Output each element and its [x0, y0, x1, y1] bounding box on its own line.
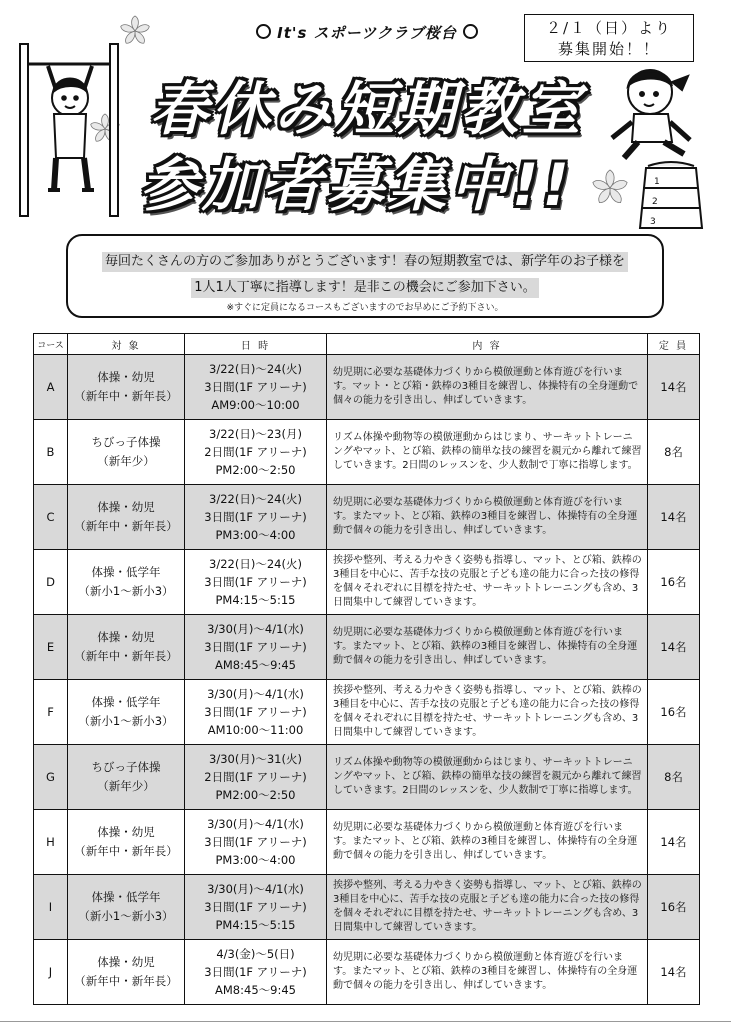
registration-start-box: [524, 14, 694, 62]
venue: 3日間(1F アリーナ): [204, 900, 307, 914]
date-range: 3/30(月)～4/1(水): [207, 622, 304, 636]
date-range: 3/30(月)～4/1(水): [207, 687, 304, 701]
content-cell: 幼児期に必要な基礎体力づくりから模倣運動と体育遊びを行います。マット・とび箱・鉄棒の3種目を練習し、体操特有の全身運動で個々の能力を引き出し、伸ばしていきます。: [327, 355, 648, 420]
venue: 3日間(1F アリーナ): [204, 705, 307, 719]
venue: 3日間(1F アリーナ): [204, 575, 307, 589]
target-cell: [68, 615, 185, 680]
datetime-cell: [185, 680, 327, 745]
circle-icon: [256, 24, 271, 39]
course-table: [33, 333, 700, 1005]
child-on-bar-illustration: [14, 40, 122, 220]
vault-box-number: 1: [654, 177, 660, 187]
target-class: 体操・幼児: [97, 370, 155, 384]
course-code: I: [34, 875, 68, 940]
header-capacity: 定 員: [648, 334, 700, 355]
capacity-cell: 14名: [648, 615, 700, 680]
page-subtitle: 参加者募集中!!: [140, 151, 573, 219]
target-cell: [68, 940, 185, 1005]
club-name-text: It's スポーツクラブ桜台: [277, 24, 457, 42]
course-code: A: [34, 355, 68, 420]
venue: 3日間(1F アリーナ): [204, 510, 307, 524]
capacity-cell: 8名: [648, 420, 700, 485]
target-grade: （新小1～新小3）: [78, 714, 174, 728]
venue: 3日間(1F アリーナ): [204, 835, 307, 849]
time: PM2:00～2:50: [215, 788, 296, 802]
table-row: [34, 615, 700, 680]
target-class: ちびっ子体操: [91, 760, 161, 774]
page-divider: [0, 1021, 731, 1022]
target-class: ちびっ子体操: [91, 435, 161, 449]
target-grade: （新小1～新小3）: [78, 584, 174, 598]
date-range: 3/22(日)～23(月): [209, 427, 302, 441]
target-cell: [68, 745, 185, 810]
content-cell: リズム体操や動物等の模倣運動からはじまり、サーキットトレーニングやマット、とび箱、鉄棒の簡単な技の練習を親元から離れて練習していきます。2日間のレッスンを、少人数制で丁寧に指導します。: [327, 420, 648, 485]
intro-line-1: 毎回たくさんの方のご参加ありがとうございます！春の短期教室では、新学年のお子様を: [102, 252, 628, 272]
target-class: 体操・低学年: [91, 890, 161, 904]
date-range: 3/22(日)～24(火): [209, 362, 302, 376]
capacity-cell: 14名: [648, 940, 700, 1005]
target-class: 体操・低学年: [91, 565, 161, 579]
datetime-cell: [185, 420, 327, 485]
datetime-cell: [185, 940, 327, 1005]
target-grade: （新小1～新小3）: [78, 909, 174, 923]
target-class: 体操・幼児: [97, 630, 155, 644]
time: PM3:00～4:00: [215, 528, 296, 542]
venue: 3日間(1F アリーナ): [204, 640, 307, 654]
club-name: [222, 22, 512, 44]
date-range: 3/30(月)～31(火): [209, 752, 302, 766]
circle-icon: [463, 24, 478, 39]
target-cell: [68, 355, 185, 420]
content-cell: 挨拶や整列、考える力やきく姿勢も指導し、マット、とび箱、鉄棒の3種目を中心に、苦手な技の克服と子ども達の能力に合った技の修得を個々それぞれに目標を持たせ、サーキットトレーニングも含め、3日間集中して練習していきます。: [327, 875, 648, 940]
time: AM8:45～9:45: [215, 983, 296, 997]
header-target: 対 象: [68, 334, 185, 355]
time: AM10:00～11:00: [207, 723, 304, 737]
datetime-cell: [185, 615, 327, 680]
start-date: ２/１（日）より: [545, 19, 673, 37]
target-cell: [68, 550, 185, 615]
course-code: E: [34, 615, 68, 680]
target-cell: [68, 810, 185, 875]
target-cell: [68, 420, 185, 485]
time: PM4:15～5:15: [215, 593, 296, 607]
venue: 2日間(1F アリーナ): [204, 770, 307, 784]
capacity-cell: 14名: [648, 355, 700, 420]
content-cell: 挨拶や整列、考える力やきく姿勢も指導し、マット、とび箱、鉄棒の3種目を中心に、苦手な技の克服と子ども達の能力に合った技の修得を個々それぞれに目標を持たせ、サーキットトレーニングも含め、3日間集中して練習していきます。: [327, 550, 648, 615]
date-range: 3/30(月)～4/1(水): [207, 882, 304, 896]
content-cell: 幼児期に必要な基礎体力づくりから模倣運動と体育遊びを行います。またマット、とび箱、鉄棒の3種目を練習し、体操特有の全身運動で個々の能力を引き出し、伸ばしていきます。: [327, 485, 648, 550]
capacity-cell: 14名: [648, 810, 700, 875]
time: PM4:15～5:15: [215, 918, 296, 932]
capacity-cell: 16名: [648, 550, 700, 615]
intro-line-2: 1人1人丁寧に指導します！是非この機会にご参加下さい。: [191, 278, 539, 298]
header-content: 内 容: [327, 334, 648, 355]
content-cell: 幼児期に必要な基礎体力づくりから模倣運動と体育遊びを行います。またマット、とび箱、鉄棒の3種目を練習し、体操特有の全身運動で個々の能力を引き出し、伸ばしていきます。: [327, 615, 648, 680]
target-grade: （新年少）: [97, 454, 155, 468]
table-row: [34, 485, 700, 550]
sakura-icon: [118, 14, 152, 48]
vault-box-number: 2: [652, 197, 658, 207]
table-row: [34, 875, 700, 940]
datetime-cell: [185, 485, 327, 550]
target-cell: [68, 485, 185, 550]
target-grade: （新年中・新年長）: [74, 649, 178, 663]
course-code: H: [34, 810, 68, 875]
table-row: [34, 680, 700, 745]
datetime-cell: [185, 810, 327, 875]
course-code: C: [34, 485, 68, 550]
target-grade: （新年中・新年長）: [74, 844, 178, 858]
venue: 3日間(1F アリーナ): [204, 965, 307, 979]
course-code: B: [34, 420, 68, 485]
target-class: 体操・幼児: [97, 955, 155, 969]
date-range: 3/22(日)～24(火): [209, 557, 302, 571]
page-title: 春休み短期教室: [150, 75, 585, 143]
header-datetime: 日 時: [185, 334, 327, 355]
target-grade: （新年中・新年長）: [74, 389, 178, 403]
target-grade: （新年中・新年長）: [74, 519, 178, 533]
target-class: 体操・低学年: [91, 695, 161, 709]
intro-note: ※すぐに定員になるコースもございますのでお早めにご予約下さい。: [226, 303, 504, 313]
content-cell: 幼児期に必要な基礎体力づくりから模倣運動と体育遊びを行います。またマット、とび箱、鉄棒の3種目を練習し、体操特有の全身運動で個々の能力を引き出し、伸ばしていきます。: [327, 810, 648, 875]
datetime-cell: [185, 745, 327, 810]
time: PM2:00～2:50: [215, 463, 296, 477]
date-range: 3/30(月)～4/1(水): [207, 817, 304, 831]
table-row: [34, 355, 700, 420]
content-cell: 挨拶や整列、考える力やきく姿勢も指導し、マット、とび箱、鉄棒の3種目を中心に、苦手な技の克服と子ども達の能力に合った技の修得を個々それぞれに目標を持たせ、サーキットトレーニングも含め、3日間集中して練習していきます。: [327, 680, 648, 745]
table-row: [34, 745, 700, 810]
time: AM9:00～10:00: [211, 398, 300, 412]
table-row: [34, 420, 700, 485]
target-grade: （新年中・新年長）: [74, 974, 178, 988]
header-course: コース: [34, 334, 68, 355]
intro-box: [66, 234, 664, 318]
target-grade: （新年少）: [97, 779, 155, 793]
table-row: [34, 810, 700, 875]
table-row: [34, 550, 700, 615]
vault-box-number: 3: [650, 217, 656, 227]
datetime-cell: [185, 875, 327, 940]
course-code: J: [34, 940, 68, 1005]
time: AM8:45～9:45: [215, 658, 296, 672]
date-range: 4/3(金)～5(日): [216, 947, 295, 961]
target-class: 体操・幼児: [97, 825, 155, 839]
venue: 2日間(1F アリーナ): [204, 445, 307, 459]
target-cell: [68, 875, 185, 940]
date-range: 3/22(日)～24(火): [209, 492, 302, 506]
venue: 3日間(1F アリーナ): [204, 380, 307, 394]
table-row: [34, 940, 700, 1005]
capacity-cell: 8名: [648, 745, 700, 810]
start-message: 募集開始！！: [557, 40, 660, 58]
capacity-cell: 16名: [648, 875, 700, 940]
content-cell: 幼児期に必要な基礎体力づくりから模倣運動と体育遊びを行います。またマット、とび箱、鉄棒の3種目を練習し、体操特有の全身運動で個々の能力を引き出し、伸ばしていきます。: [327, 940, 648, 1005]
target-cell: [68, 680, 185, 745]
table-header-row: [34, 334, 700, 355]
course-code: F: [34, 680, 68, 745]
time: PM3:00～4:00: [215, 853, 296, 867]
target-class: 体操・幼児: [97, 500, 155, 514]
capacity-cell: 14名: [648, 485, 700, 550]
course-code: D: [34, 550, 68, 615]
capacity-cell: 16名: [648, 680, 700, 745]
datetime-cell: [185, 550, 327, 615]
content-cell: リズム体操や動物等の模倣運動からはじまり、サーキットトレーニングやマット、とび箱、鉄棒の簡単な技の練習を親元から離れて練習していきます。2日間のレッスンを、少人数制で丁寧に指導します。: [327, 745, 648, 810]
datetime-cell: [185, 355, 327, 420]
course-code: G: [34, 745, 68, 810]
